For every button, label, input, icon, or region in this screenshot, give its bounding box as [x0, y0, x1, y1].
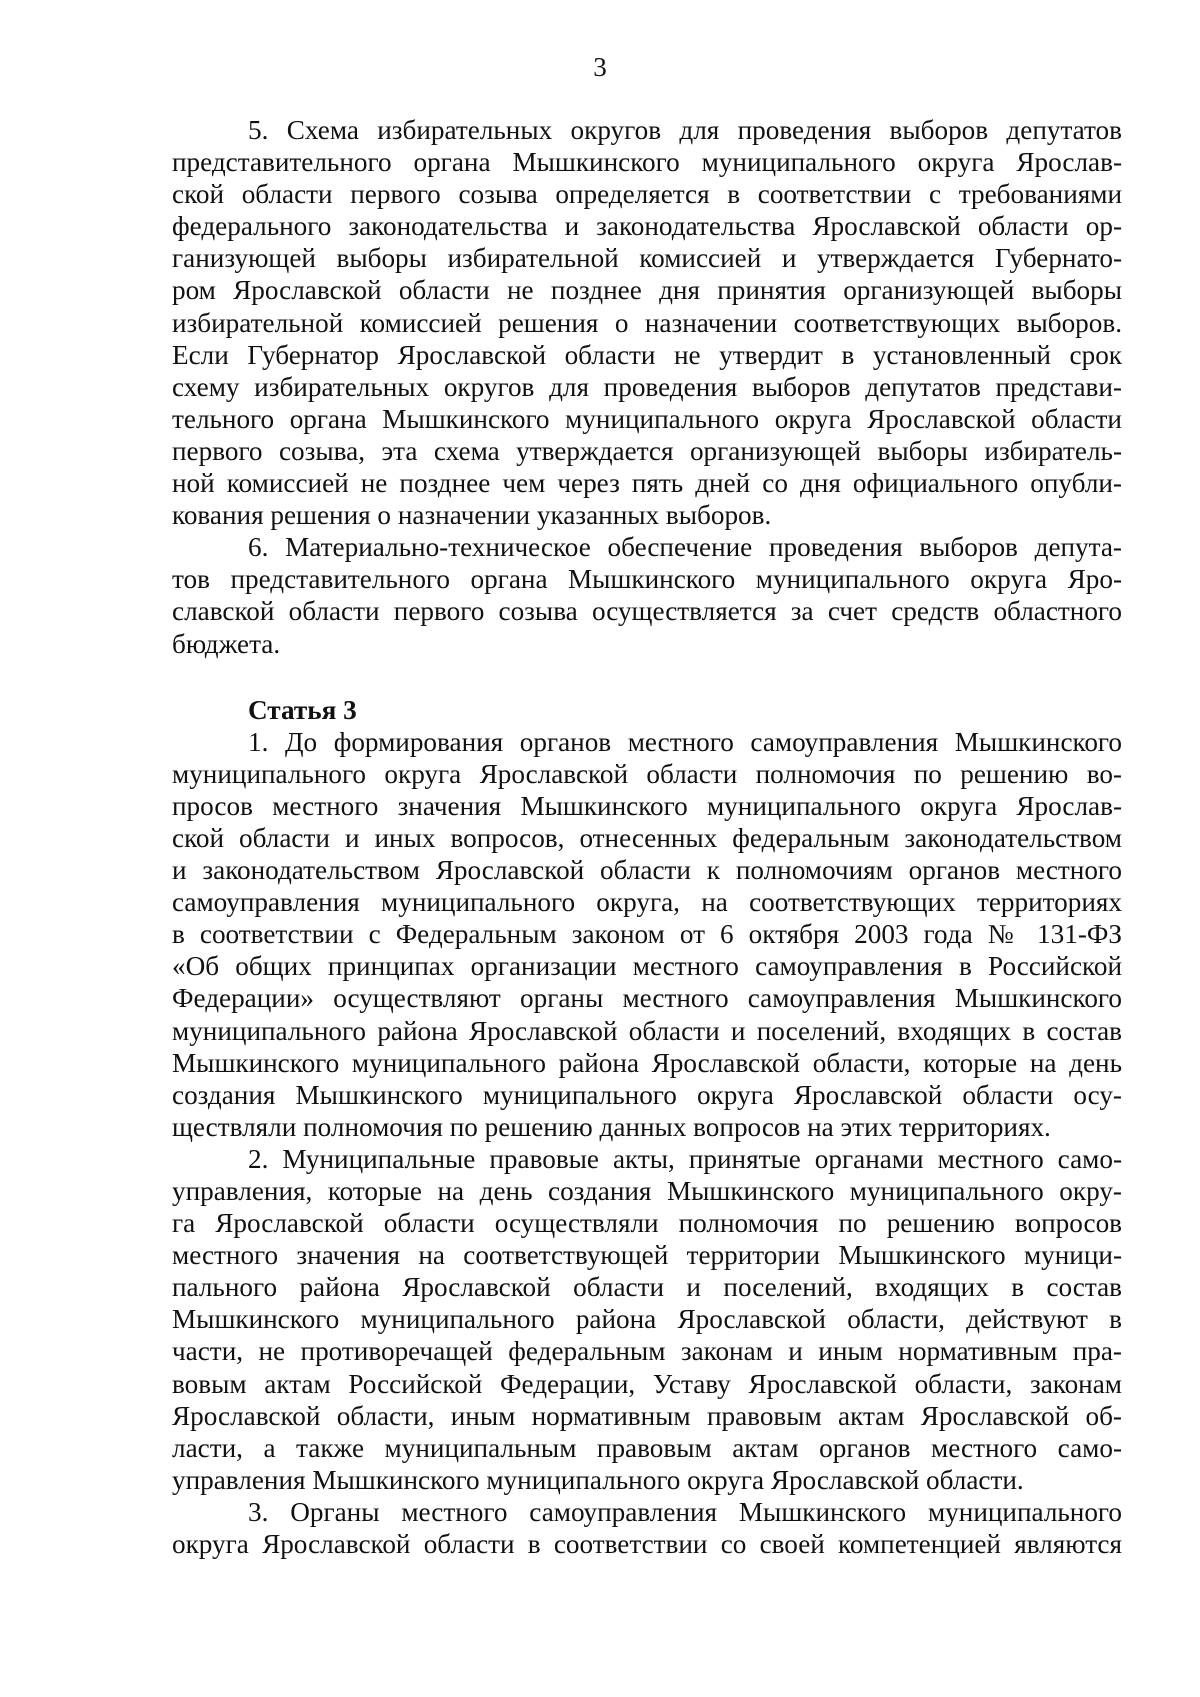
text-line: тов представительного органа Мышкинского муниципального округа Яро-: [172, 564, 1122, 595]
text-line: Мышкинского муниципального района Ярославской области, действуют в: [172, 1304, 1122, 1335]
text-line: муниципального округа Ярославской области полномочия по решению во-: [172, 758, 1122, 789]
page-number: 3: [593, 52, 607, 82]
text-line: тельного органа Мышкинского муниципального округа Ярославской области: [172, 403, 1122, 434]
text-line: местного значения на соответствующей территории Мышкинского муници-: [172, 1240, 1122, 1271]
text-line: просов местного значения Мышкинского муниципального округа Ярослав-: [172, 790, 1122, 821]
text-line: представительного органа Мышкинского муниципального округа Ярослав-: [172, 147, 1122, 178]
text-line: федерального законодательства и законодательства Ярославской области ор-: [172, 211, 1122, 242]
text-line: создания Мышкинского муниципального округа Ярославской области осу-: [172, 1079, 1122, 1110]
text-line: округа Ярославской области в соответствии со своей компетенцией являются: [172, 1529, 1122, 1560]
text-line: в соответствии с Федеральным законом от 6 октября 2003 года № 131-ФЗ: [172, 919, 1122, 950]
text-line: избирательной комиссией решения о назначении соответствующих выборов.: [172, 307, 1122, 338]
article-heading: Статья 3: [248, 694, 357, 725]
text-line: пального района Ярославской области и поселений, входящих в состав: [172, 1272, 1122, 1303]
text-line: славской области первого созыва осуществляется за счет средств областного: [172, 596, 1122, 627]
text-line: ром Ярославской области не позднее дня принятия организующей выборы: [172, 275, 1122, 306]
text-line: 3. Органы местного самоуправления Мышкинского муниципального: [248, 1496, 1122, 1527]
document-body: [172, 114, 1122, 1560]
text-line: ной комиссией не позднее чем через пять дней со дня официального опубли-: [172, 468, 1122, 499]
text-line: ласти, а также муниципальным правовым актам органов местного само-: [172, 1432, 1122, 1463]
text-line: га Ярославской области осуществляли полномочия по решению вопросов: [172, 1208, 1122, 1239]
text-line: 5. Схема избирательных округов для проведения выборов депутатов: [248, 115, 1122, 145]
text-line: кования решения о назначении указанных выборов.: [172, 500, 772, 531]
text-line: «Об общих принципах организации местного самоуправления в Российской: [172, 951, 1122, 982]
text-line: Если Губернатор Ярославской области не утвердит в установленный срок: [172, 339, 1122, 370]
text-line: первого созыва, эта схема утверждается организующей выборы избиратель-: [172, 435, 1122, 466]
text-line: Федерации» осуществляют органы местного самоуправления Мышкинского: [172, 983, 1122, 1014]
text-line: вовым актам Российской Федерации, Уставу Ярославской области, законам: [172, 1368, 1122, 1399]
text-line: 2. Муниципальные правовые акты, принятые органами местного само-: [248, 1143, 1122, 1174]
text-line: части, не противоречащей федеральным законам и иным нормативным пра-: [172, 1336, 1122, 1367]
text-line: 6. Материально-техническое обеспечение проведения выборов депута-: [248, 532, 1122, 563]
text-line: Мышкинского муниципального района Ярославской области, которые на день: [172, 1047, 1122, 1078]
text-line: управления, которые на день создания Мышкинского муниципального окру-: [172, 1176, 1122, 1206]
text-line: ществляли полномочия по решению данных вопросов на этих территориях.: [172, 1111, 1051, 1142]
text-line: бюджета.: [172, 628, 281, 659]
text-line: управления Мышкинского муниципального округа Ярославской области.: [172, 1464, 1024, 1495]
text-line: ганизующей выборы избирательной комиссией и утверждается Губернато-: [172, 243, 1122, 274]
text-line: и законодательством Ярославской области к полномочиям органов местного: [172, 855, 1122, 886]
text-line: самоуправления муниципального округа, на соответствующих территориях: [172, 887, 1122, 918]
text-line: 1. До формирования органов местного самоуправления Мышкинского: [248, 726, 1122, 757]
text-line: ской области и иных вопросов, отнесенных федеральным законодательством: [172, 822, 1122, 853]
text-line: ской области первого созыва определяется в соответствии с требованиями: [172, 179, 1122, 210]
text-line: Ярославской области, иным нормативным правовым актам Ярославской об-: [172, 1400, 1122, 1431]
text-line: схему избирательных округов для проведения выборов депутатов представи-: [172, 371, 1122, 402]
text-line: муниципального района Ярославской области и поселений, входящих в состав: [172, 1015, 1122, 1046]
